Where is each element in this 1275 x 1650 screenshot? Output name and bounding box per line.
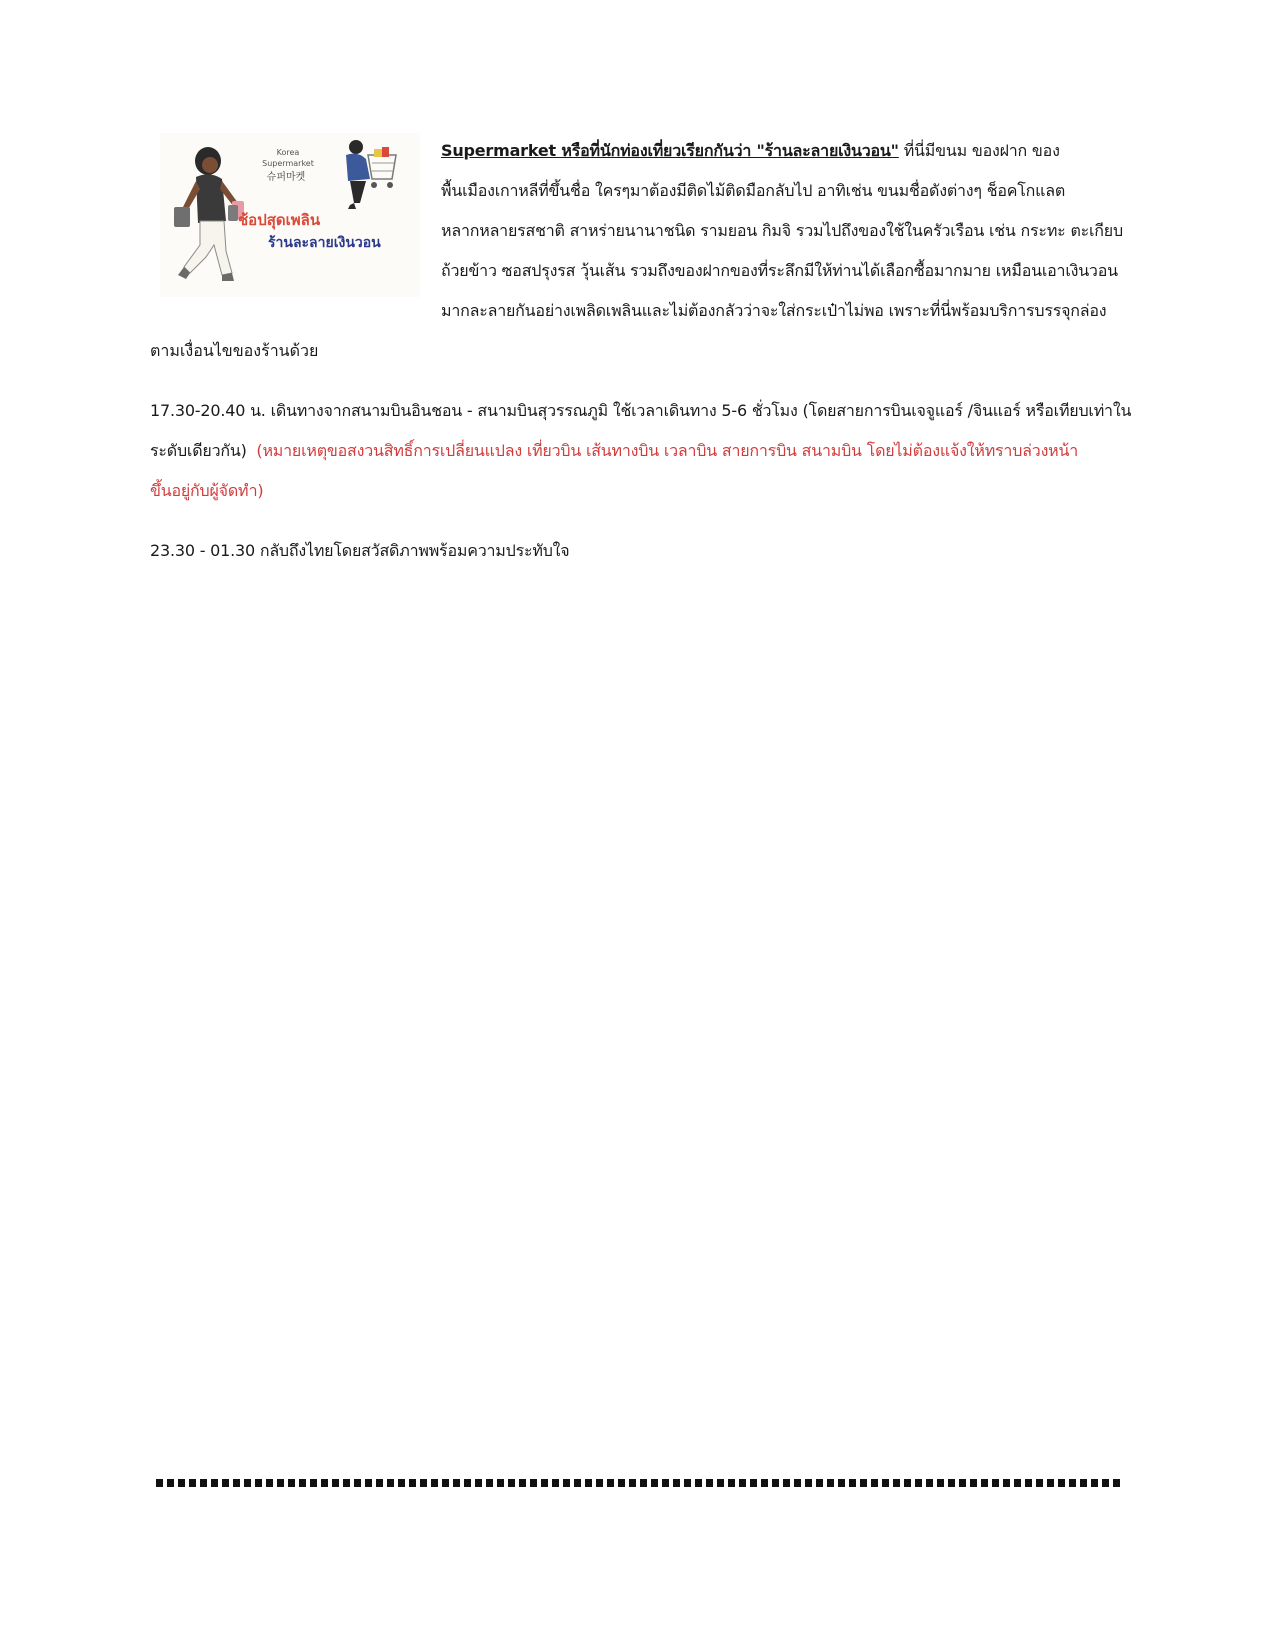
intro-line-5: มากละลายกันอย่างเพลิดเพลินและไม่ต้องกลัวว่าจะใส่กระเป๋าไม่พอ เพราะที่นี่พร้อมบริการบรรจุกล่อง <box>441 301 1107 320</box>
intro-line-4: ถ้วยข้าว ซอสปรุงรส วุ้นเส้น รวมถึงของฝากของที่ระลึกมีให้ท่านได้เลือกซื้อมากมาย เหมือนเอาเงินวอน <box>441 261 1118 280</box>
promo-illustration <box>160 133 420 297</box>
schedule-flight-note: (หมายเหตุขอสงวนสิทธิ์การเปลี่ยนแปลง เที่ยวบิน เส้นทางบิน เวลาบิน สายการบิน สนามบิน โดยไม่ต้องแจ้งให้ทราบล่วงหน้า <box>256 441 1079 460</box>
shopper-woman-illustration <box>174 147 244 281</box>
headline-store: ร้านละลายเงินวอน <box>268 235 381 251</box>
intro-line-1 <box>441 131 1127 171</box>
schedule-return-line: 23.30 - 01.30 กลับถึงไทยโดยสวัสดิภาพพร้อมความประทับใจ <box>150 541 570 560</box>
intro-line-6: ตามเงื่อนไขของร้านด้วย <box>150 341 319 360</box>
intro-paragraph <box>441 131 1127 331</box>
intro-heading: Supermarket หรือที่นักท่องเที่ยวเรียกกันว่า "ร้านละลายเงินวอน" <box>441 141 899 160</box>
schedule-flight-note-cont: ขึ้นอยู่กับผู้จัดทำ) <box>150 481 264 500</box>
caption-korea: Korea <box>276 148 300 157</box>
caption-supermarket: Supermarket <box>262 159 314 168</box>
caption-korean: 슈퍼마켓 <box>266 172 306 183</box>
schedule-item-return <box>150 531 1130 571</box>
dotted-divider <box>156 1479 1122 1487</box>
schedule-flight-line-1: 17.30-20.40 น. เดินทางจากสนามบินอินชอน - สนามบินสุวรรณภูมิ ใช้เวลาเดินทาง 5-6 ชั่วโมง (โดยสายการบินเจจูแอร์ /จินแอร์ หรือเทียบเท่าใน <box>150 401 1132 420</box>
intro-line-3: หลากหลายรสชาติ สาหร่ายนานาชนิด รามยอน กิมจิ รวมไปถึงของใช้ในครัวเรือน เช่น กระทะ ตะเกียบ <box>441 221 1123 240</box>
schedule-flight-class: ระดับเดียวกัน) <box>150 441 247 460</box>
schedule-item-flight <box>150 391 1130 511</box>
intro-line-2: พื้นเมืองเกาหลีที่ขึ้นชื่อ ใครๆมาต้องมีติดไม้ติดมือกลับไป อาทิเช่น ขนมชื่อดังต่างๆ ช็อคโกแลต <box>441 181 1066 200</box>
shopper-with-cart-illustration <box>346 140 396 209</box>
korea-supermarket-promo-image <box>160 133 420 297</box>
schedule-flight-line-2 <box>150 431 1130 471</box>
headline-shop: ช้อปสุดเพลิน <box>238 211 321 229</box>
intro-line-1-rest: ที่นี่มีขนม ของฝาก ของ <box>898 141 1060 160</box>
